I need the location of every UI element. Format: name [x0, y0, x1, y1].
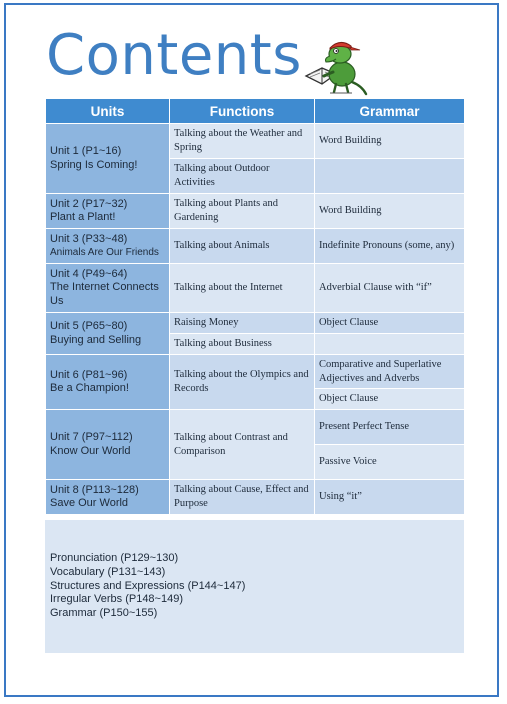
grammar-cell: Indefinite Pronouns (some, any)	[315, 229, 465, 264]
unit-name: Save Our World	[50, 497, 129, 509]
reading-crocodile-mascot-icon	[300, 38, 368, 96]
appendix-item-structures[interactable]: Structures and Expressions (P144~147)	[50, 579, 246, 592]
page-title: Contents	[46, 23, 302, 88]
function-cell: Talking about Business	[170, 334, 315, 355]
function-cell: Talking about the Internet	[170, 264, 315, 313]
header-grammar: Grammar	[315, 99, 465, 124]
header-row	[46, 99, 465, 124]
grammar-cell: Comparative and Superlative Adjectives and Adverbs	[315, 355, 465, 389]
unit-5-cell[interactable]	[46, 313, 170, 355]
function-cell: Talking about Contrast and Comparison	[170, 410, 315, 480]
unit-name: Spring Is Coming!	[50, 158, 138, 171]
appendix-item-pronunciation[interactable]: Pronunciation (P129~130)	[50, 552, 179, 564]
appendix-item-irregular-verbs[interactable]: Irregular Verbs (P148~149)	[50, 593, 183, 606]
grammar-cell: Word Building	[315, 194, 465, 229]
contents-table	[45, 98, 465, 515]
unit-range: Unit 5 (P65~80)	[50, 320, 128, 332]
unit-range: Unit 2 (P17~32)	[50, 197, 128, 210]
appendix-item-grammar[interactable]: Grammar (P150~155)	[50, 607, 158, 620]
unit-name: Animals Are Our Friends	[50, 247, 159, 258]
function-cell: Talking about the Olympics and Records	[170, 355, 315, 410]
appendix-list	[50, 552, 245, 621]
grammar-cell: Passive Voice	[315, 445, 465, 480]
unit-name: Be a Champion!	[50, 382, 129, 394]
unit-range: Unit 8 (P113~128)	[50, 483, 139, 496]
grammar-cell-empty	[315, 334, 465, 355]
grammar-cell-empty	[315, 159, 465, 194]
table-row	[46, 229, 465, 264]
function-cell: Raising Money	[170, 313, 315, 334]
unit-range: Unit 4 (P49~64)	[50, 267, 128, 280]
unit-4-cell[interactable]	[46, 264, 170, 313]
function-cell: Talking about Outdoor Activities	[170, 159, 315, 194]
table-row	[46, 410, 465, 445]
function-cell: Talking about Animals	[170, 229, 315, 264]
grammar-cell: Adverbial Clause with “if”	[315, 264, 465, 313]
table-row	[46, 313, 465, 334]
table-row	[46, 355, 465, 389]
unit-range: Unit 6 (P81~96)	[50, 368, 128, 381]
function-cell: Talking about Cause, Effect and Purpose	[170, 480, 315, 515]
grammar-cell: Object Clause	[315, 313, 465, 334]
grammar-cell: Word Building	[315, 124, 465, 159]
grammar-cell: Present Perfect Tense	[315, 410, 465, 445]
unit-range: Unit 7 (P97~112)	[50, 431, 133, 443]
unit-8-cell[interactable]	[46, 480, 170, 515]
unit-3-cell[interactable]	[46, 229, 170, 264]
unit-2-cell[interactable]	[46, 194, 170, 229]
function-cell: Talking about the Weather and Spring	[170, 124, 315, 159]
unit-name: The Internet Connects Us	[50, 281, 159, 307]
unit-name: Buying and Selling	[50, 333, 142, 346]
appendix-panel	[45, 520, 464, 653]
table-row	[46, 264, 465, 313]
unit-6-cell[interactable]	[46, 355, 170, 410]
table-row	[46, 194, 465, 229]
table-row	[46, 480, 465, 515]
table-row	[46, 124, 465, 159]
grammar-cell: Using “it”	[315, 480, 465, 515]
grammar-cell: Object Clause	[315, 389, 465, 410]
unit-1-cell[interactable]	[46, 124, 170, 194]
unit-name: Plant a Plant!	[50, 211, 116, 223]
unit-range: Unit 3 (P33~48)	[50, 232, 128, 245]
unit-range: Unit 1 (P1~16)	[50, 145, 122, 157]
unit-name: Know Our World	[50, 444, 131, 457]
appendix-item-vocabulary[interactable]: Vocabulary (P131~143)	[50, 565, 166, 578]
unit-7-cell[interactable]	[46, 410, 170, 480]
function-cell: Talking about Plants and Gardening	[170, 194, 315, 229]
header-units: Units	[46, 99, 170, 124]
header-functions: Functions	[170, 99, 315, 124]
